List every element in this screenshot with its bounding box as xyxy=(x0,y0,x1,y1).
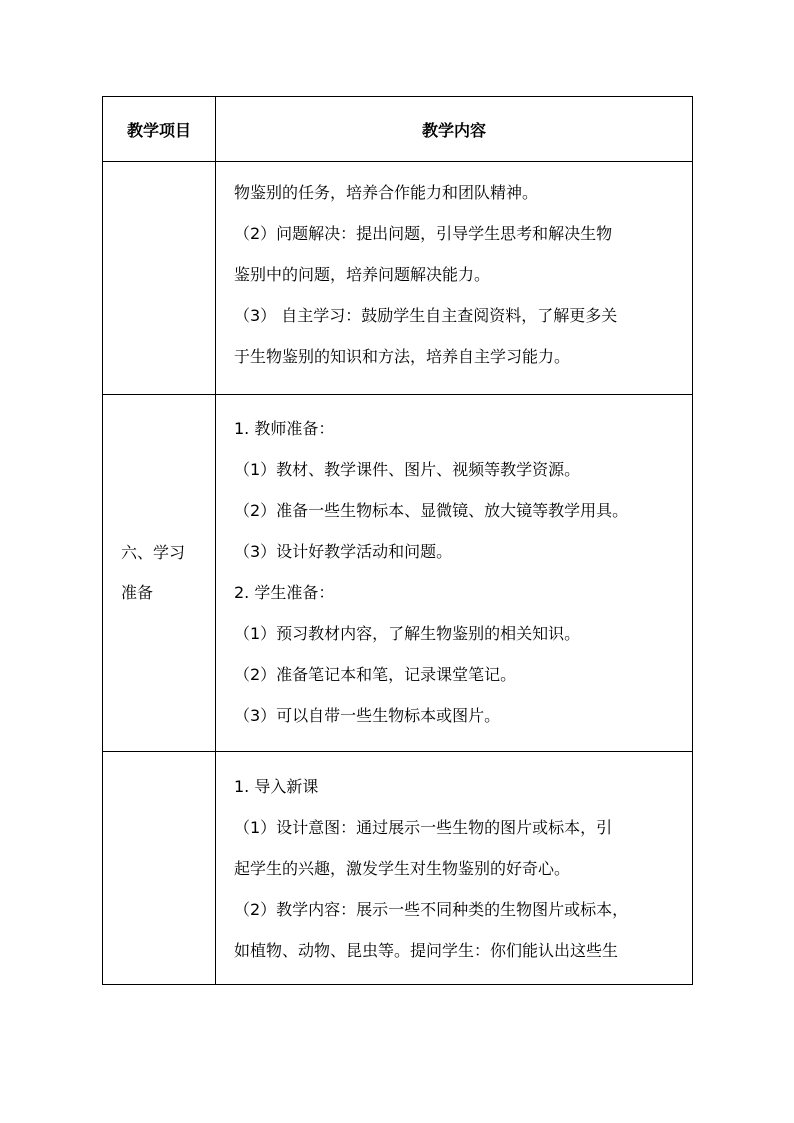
content-line: （2）教学内容：展示一些不同种类的生物图片或标本， xyxy=(234,900,629,919)
content-cell xyxy=(216,162,693,395)
table-row xyxy=(103,395,693,752)
content-line: （1）预习教材内容，了解生物鉴别的相关知识。 xyxy=(234,624,581,643)
content-line: 物鉴别的任务，培养合作能力和团队精神。 xyxy=(234,183,539,202)
content-line: （3） 自主学习：鼓励学生自主查阅资料，了解更多关 xyxy=(234,306,618,325)
item-cell-learning-preparation xyxy=(103,395,216,752)
item-cell-empty xyxy=(103,162,216,395)
content-line: 1. 教师准备： xyxy=(234,419,335,438)
content-line: （1）设计意图：通过展示一些生物的图片或标本，引 xyxy=(234,818,613,837)
table-header-row xyxy=(103,97,693,162)
content-line: （2）准备笔记本和笔，记录课堂笔记。 xyxy=(234,665,517,684)
content-cell xyxy=(216,395,693,752)
content-line: （3）可以自带一些生物标本或图片。 xyxy=(234,706,501,725)
item-cell-empty xyxy=(103,752,216,985)
content-line: 于生物鉴别的知识和方法，培养自主学习能力。 xyxy=(234,347,571,366)
content-line: （2）问题解决：提出问题，引导学生思考和解决生物 xyxy=(234,224,613,243)
table-row xyxy=(103,162,693,395)
item-label-line2: 准备 xyxy=(121,583,154,602)
lesson-plan-table xyxy=(102,96,693,985)
content-line: （3）设计好教学活动和问题。 xyxy=(234,542,453,561)
table-row xyxy=(103,752,693,985)
item-label-line1: 六、学习 xyxy=(121,543,186,562)
header-teaching-content: 教学内容 xyxy=(216,97,693,162)
content-line: 鉴别中的问题，培养问题解决能力。 xyxy=(234,265,491,284)
content-line: 2. 学生准备： xyxy=(234,583,335,602)
content-line: 如植物、动物、昆虫等。提问学生：你们能认出这些生 xyxy=(234,941,619,960)
content-line: （2）准备一些生物标本、显微镜、放大镜等教学用具。 xyxy=(234,501,629,520)
content-cell xyxy=(216,752,693,985)
header-teaching-item: 教学项目 xyxy=(103,97,216,162)
content-line: 1. 导入新课 xyxy=(234,777,319,796)
content-line: 起学生的兴趣，激发学生对生物鉴别的好奇心。 xyxy=(234,859,571,878)
content-line: （1）教材、教学课件、图片、视频等教学资源。 xyxy=(234,460,581,479)
